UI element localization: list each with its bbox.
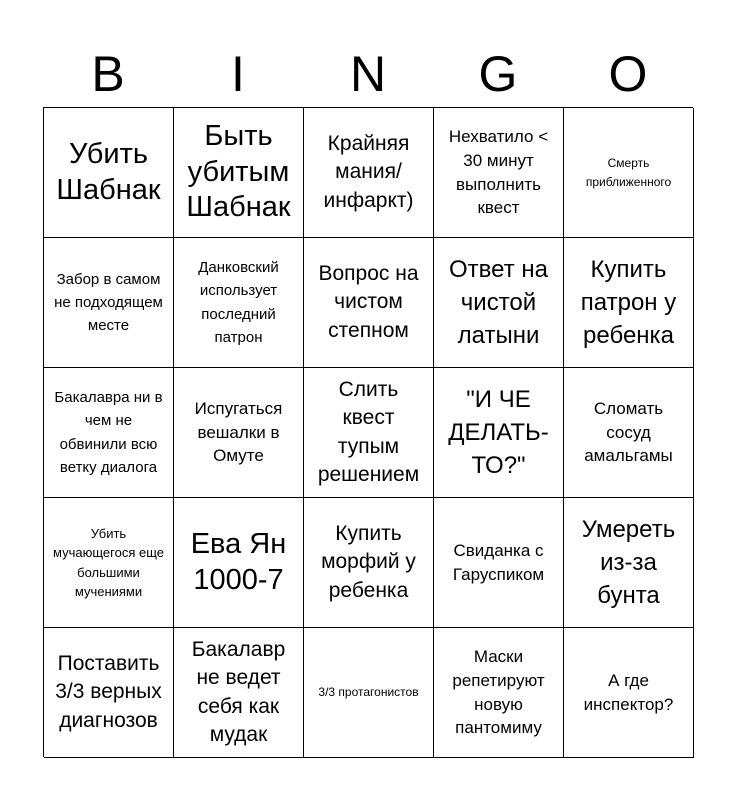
bingo-cell-text: Ответ на чистой латыни [449, 255, 548, 350]
bingo-header [43, 40, 693, 108]
bingo-cell-r4c4[interactable] [434, 498, 564, 628]
header-letter-i: I [231, 46, 245, 102]
bingo-cell-r3c2[interactable] [174, 368, 304, 498]
bingo-cell-text: Маски репетируют новую пантомиму [452, 646, 545, 738]
bingo-cell-r1c2[interactable] [174, 108, 304, 238]
bingo-cell-r5c2[interactable] [174, 628, 304, 758]
bingo-cell-text: Вопрос на чистом степном [318, 261, 419, 342]
bingo-cell-r5c1[interactable] [44, 628, 174, 758]
bingo-cell-text: Свиданка с Гаруспиком [452, 540, 545, 584]
header-letter-o: O [608, 46, 648, 102]
bingo-cell-text: Купить морфий у ребенка [321, 521, 416, 602]
bingo-cell-text: Данковский использует последний патрон [198, 259, 279, 346]
bingo-cell-text: Сломать сосуд амальгамы [584, 398, 673, 466]
bingo-cell-r5c4[interactable] [434, 628, 564, 758]
bingo-cell-text: Смерть приближенного [585, 155, 672, 189]
bingo-cell-text: Бакалавра ни в чем не обвинили всю ветку диалога [54, 389, 163, 476]
bingo-cell-text: Купить патрон у ребенка [580, 255, 677, 350]
bingo-cell-r1c3[interactable] [304, 108, 434, 238]
bingo-cell-r1c4[interactable] [434, 108, 564, 238]
bingo-board [43, 107, 693, 757]
bingo-cell-r4c2[interactable] [174, 498, 304, 628]
bingo-cell-text: Ева Ян 1000-7 [190, 528, 287, 596]
bingo-cell-r4c5[interactable] [564, 498, 694, 628]
bingo-cell-r2c2[interactable] [174, 238, 304, 368]
bingo-cell-text: Испугаться вешалки в Омуте [194, 398, 283, 466]
bingo-cell-text: Убить Шабнак [56, 138, 161, 206]
bingo-cell-r3c4[interactable] [434, 368, 564, 498]
bingo-cell-r2c3[interactable] [304, 238, 434, 368]
bingo-cell-r4c3[interactable] [304, 498, 434, 628]
bingo-cell-text: Быть убитым Шабнак [186, 120, 291, 224]
bingo-cell-r2c5[interactable] [564, 238, 694, 368]
bingo-cell-text: А где инспектор? [583, 670, 674, 714]
bingo-cell-text: Поставить 3/3 верных диагнозов [55, 651, 162, 732]
bingo-cell-r2c4[interactable] [434, 238, 564, 368]
bingo-cell-r3c5[interactable] [564, 368, 694, 498]
header-letter-g: G [478, 46, 518, 102]
bingo-cell-r5c5[interactable] [564, 628, 694, 758]
bingo-cell-text: Умереть из-за бунта [581, 515, 676, 610]
bingo-cell-text: Бакалавр не ведет себя как мудак [191, 637, 286, 746]
bingo-cell-text: Нехватило < 30 минут выполнить квест [448, 126, 549, 218]
bingo-cell-text: Забор в самом не подходящем месте [54, 270, 163, 335]
bingo-cell-r1c1[interactable] [44, 108, 174, 238]
bingo-cell-r5c3[interactable] [304, 628, 434, 758]
bingo-cell-r1c5[interactable] [564, 108, 694, 238]
bingo-cell-text: Слить квест тупым решением [317, 377, 420, 486]
header-letter-n: N [349, 46, 387, 102]
bingo-cell-text: Крайняя мания/ инфаркт) [323, 131, 414, 212]
bingo-cell-r3c3[interactable] [304, 368, 434, 498]
bingo-cell-text: "И ЧЕ ДЕЛАТЬ-ТО?" [448, 385, 549, 480]
bingo-cell-text: 3/3 протагонистов [318, 685, 419, 700]
bingo-cell-r4c1[interactable] [44, 498, 174, 628]
bingo-cell-text: Убить мучающегося еще большими мучениями [53, 525, 164, 599]
bingo-cell-r3c1[interactable] [44, 368, 174, 498]
bingo-cell-r2c1[interactable] [44, 238, 174, 368]
header-letter-b: B [91, 46, 125, 102]
